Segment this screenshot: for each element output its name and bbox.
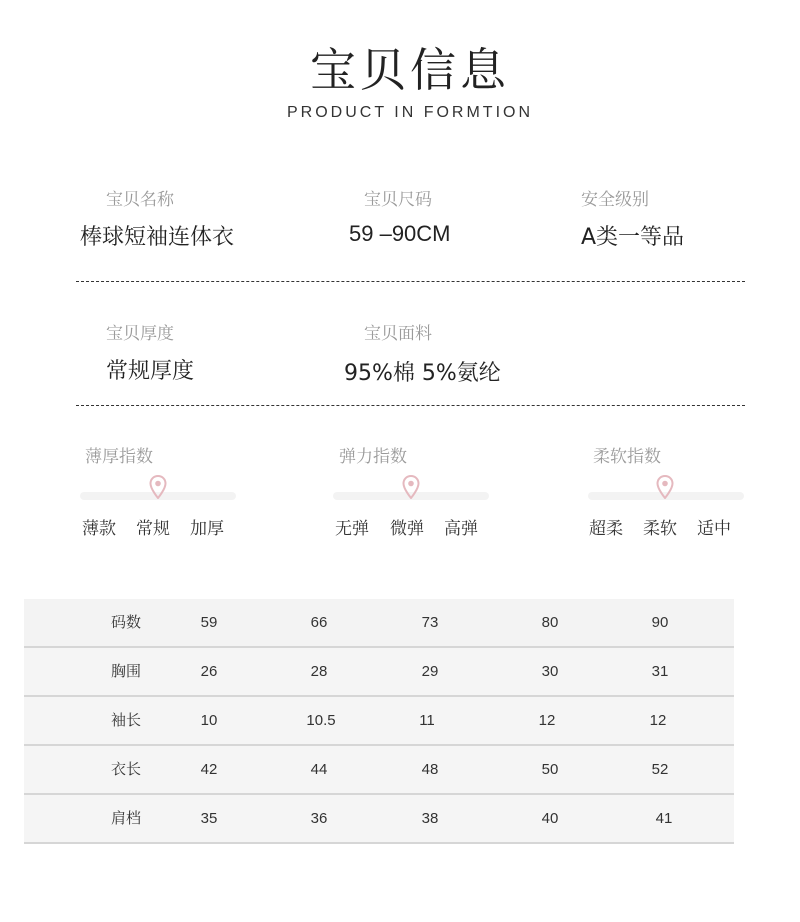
divider [76, 281, 745, 282]
elasticity-option-high: 高弹 [444, 519, 478, 539]
table-row [24, 697, 734, 746]
page-subtitle: PRODUCT IN FORMTION [286, 104, 534, 121]
table-row [24, 599, 734, 648]
table-cell: 11 [419, 712, 435, 729]
thickness-option-thick: 加厚 [190, 519, 224, 539]
table-cell: 28 [310, 663, 328, 680]
elasticity-index-label: 弹力指数 [339, 447, 407, 467]
elasticity-option-slight: 微弹 [390, 519, 424, 539]
table-cell: 42 [200, 761, 218, 778]
table-cell: 35 [200, 810, 218, 827]
table-row [24, 648, 734, 697]
table-cell: 12 [538, 712, 556, 729]
product-name-label: 宝贝名称 [106, 190, 174, 210]
safety-level-label: 安全级别 [581, 190, 649, 210]
table-cell: 66 [310, 614, 328, 631]
elasticity-option-none: 无弹 [335, 519, 369, 539]
table-cell: 肩档 [110, 810, 141, 827]
thickness-option-regular: 常规 [136, 519, 170, 539]
table-cell: 73 [421, 614, 439, 631]
page-title: 宝贝信息 [310, 43, 510, 97]
softness-index-label: 柔软指数 [593, 447, 661, 467]
table-cell: 衣长 [110, 761, 141, 778]
table-cell: 50 [541, 761, 559, 778]
table-cell: 44 [310, 761, 328, 778]
table-cell: 41 [655, 810, 673, 827]
table-cell: 袖长 [110, 712, 141, 729]
table-cell: 胸围 [110, 663, 141, 680]
table-row [24, 746, 734, 795]
product-name-value: 棒球短袖连体衣 [80, 225, 235, 250]
table-cell: 码数 [110, 614, 141, 631]
table-cell: 10 [200, 712, 218, 729]
table-cell: 10.5 [306, 712, 336, 729]
fabric-label: 宝贝面料 [364, 324, 432, 344]
table-cell: 31 [651, 663, 669, 680]
location-pin-icon [149, 475, 167, 499]
thickness-option-thin: 薄款 [82, 519, 116, 539]
fabric-value: 95%棉 5%氨纶 [344, 361, 501, 386]
divider [76, 405, 745, 406]
table-cell: 29 [421, 663, 439, 680]
table-cell: 80 [541, 614, 559, 631]
location-pin-icon [656, 475, 674, 499]
softness-option-medium: 适中 [697, 519, 731, 539]
location-pin-icon [402, 475, 420, 499]
table-row [24, 795, 734, 844]
safety-level-value: A类一等品 [581, 225, 685, 250]
table-cell: 48 [421, 761, 439, 778]
table-cell: 59 [200, 614, 218, 631]
table-cell: 40 [541, 810, 559, 827]
product-size-value: 59 –90CM [349, 221, 451, 246]
table-cell: 38 [421, 810, 439, 827]
table-cell: 12 [649, 712, 667, 729]
size-table [24, 599, 734, 844]
thickness-value: 常规厚度 [106, 359, 195, 384]
thickness-label: 宝贝厚度 [106, 324, 174, 344]
softness-option-soft: 柔软 [643, 519, 677, 539]
table-cell: 26 [200, 663, 218, 680]
softness-option-super-soft: 超柔 [589, 519, 623, 539]
table-cell: 36 [310, 810, 328, 827]
table-cell: 30 [541, 663, 559, 680]
table-cell: 52 [651, 761, 669, 778]
product-size-label: 宝贝尺码 [364, 190, 432, 210]
table-cell: 90 [651, 614, 669, 631]
thickness-index-label: 薄厚指数 [85, 447, 153, 467]
